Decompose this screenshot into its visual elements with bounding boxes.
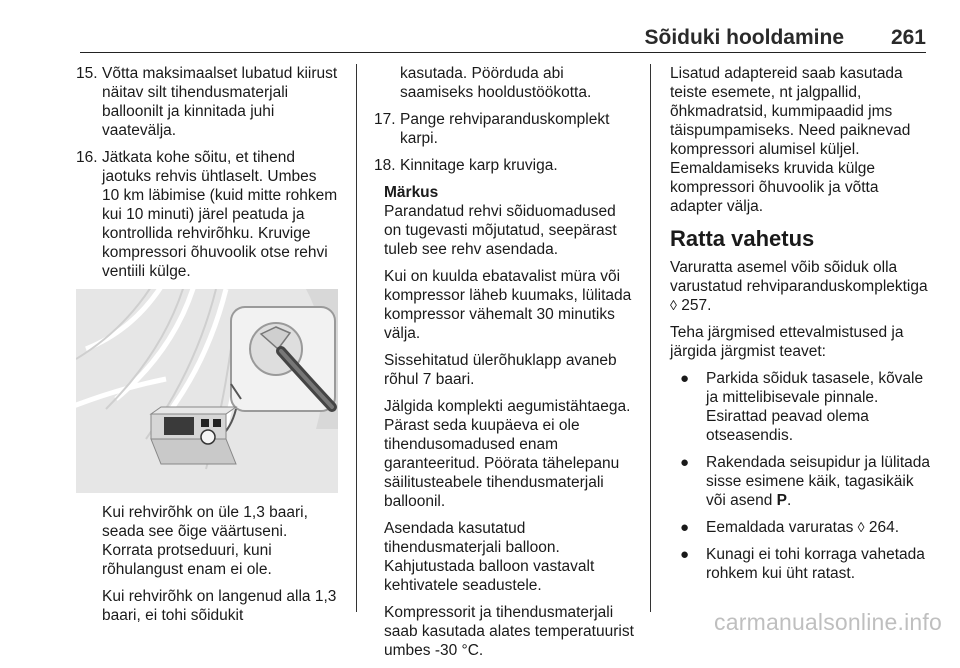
column-divider — [356, 64, 357, 612]
page-reference-link[interactable]: 264. — [868, 519, 900, 536]
list-item — [670, 453, 932, 510]
note-paragraph: Sissehitatud ülerõhuklapp avaneb rõhul 7 baari. — [384, 352, 617, 388]
step-16 — [76, 148, 338, 281]
paragraph — [670, 258, 932, 315]
gear-position-label: P — [776, 492, 788, 509]
page-reference-icon: ◊ — [670, 297, 677, 313]
watermark: carmanualsonline.info — [714, 609, 942, 635]
list-item-text: Eemaldada varuratas — [706, 519, 854, 536]
list-item — [670, 369, 932, 445]
list-item-text: Rakendada seisupidur ja lülitada sisse esimene käik, tagasikäik või asend — [706, 454, 931, 509]
step-number: 16. — [76, 149, 98, 166]
paragraph: Teha järgmised ettevalmistused ja järgida järgmist teavet: — [670, 324, 904, 360]
step-text: Võtta maksimaalset lubatud kiirust näitav silt tihendusmaterjali balloonilt ja kinnitada juhi vaatevälja. — [102, 65, 338, 139]
list-item — [670, 518, 932, 537]
note-paragraph: Jälgida komplekti aegumistähtaega. Pärast seda kuupäeva ei ole tihendusomadused enam garanteeritud. Pöörata tähelepanu säilitusteabele tihendusmaterjali balloonil. — [384, 398, 631, 510]
page-number: 261 — [890, 26, 926, 49]
list-item-text-end: . — [787, 492, 792, 509]
page-header — [80, 22, 926, 53]
step-text: Jätkata kohe sõitu, et tihend jaotuks rehvis ühtlaselt. Umbes 10 km läbimise (kuid mitte rohkem kui 10 minuti) järel peatuda ja kontrollida rehvirõhku. Kruvige kompressori õhuvoolik otse rehvi ventiili külge. — [102, 149, 338, 280]
section-heading: Ratta vahetus — [670, 226, 815, 251]
step-number: 17. — [374, 111, 396, 128]
step-number: 18. — [374, 157, 396, 174]
bullet-icon: ● — [680, 370, 690, 387]
page-reference-icon: ◊ — [857, 519, 865, 535]
step-number: 15. — [76, 65, 98, 82]
note-paragraph: Asendada kasutatud tihendusmaterjali balloon. Kahjutustada balloon vastavalt kehtivatele seadustele. — [384, 520, 595, 594]
bullet-icon: ● — [680, 454, 690, 471]
page-reference-link[interactable]: 257. — [681, 297, 712, 314]
note-paragraph: Kui on kuulda ebatavalist müra või kompressor läheb kuumaks, lülitada kompressor vähemalt 30 minutiks välja. — [384, 268, 632, 342]
list-item — [670, 545, 932, 583]
step-text: Kinnitage karp kruviga. — [400, 157, 558, 174]
bullet-icon: ● — [680, 546, 690, 563]
note-paragraph: Parandatud rehvi sõiduomadused on tugevasti mõjutatud, seepärast tuleb see rehv asendada. — [384, 203, 617, 258]
step-17 — [374, 110, 636, 148]
column-left — [76, 64, 338, 633]
column-middle — [374, 64, 636, 668]
list-item-text: Parkida sõiduk tasasele, kõvale ja mittelibisevale pinnale. Esirattad peavad olema otseasendis. — [706, 370, 924, 444]
note-paragraph: Kompressorit ja tihendusmaterjali saab kasutada alates temperatuurist umbes -30 °C. — [384, 604, 634, 659]
column-divider — [650, 64, 651, 612]
note-title: Märkus — [384, 184, 439, 201]
note-block — [374, 183, 636, 660]
list-item-text: Kunagi ei tohi korraga vahetada rohkem kui üht ratast. — [706, 546, 925, 582]
adapter-paragraph: Lisatud adaptereid saab kasutada teiste esemete, nt jalgpallid, õhkmadratsid, kummipaadid jms täispumpamiseks. Need paiknevad kompressori alumisel küljel. Eemaldamiseks kruvida külge kompressori õhuvoolik ja võtta adapter välja. — [670, 65, 911, 215]
step-18 — [374, 156, 636, 175]
step-16-continuation: kasutada. Pöörduda abi saamiseks hooldustöökotta. — [400, 65, 592, 101]
column-right — [670, 64, 932, 591]
step-text: Pange rehviparanduskomplekt karpi. — [400, 111, 610, 147]
paragraph-text: Varuratta asemel võib sõiduk olla varustatud rehviparanduskomplektiga — [670, 259, 928, 295]
chapter-title: Sõiduki hooldamine — [644, 26, 844, 49]
paragraph: Kui rehvirõhk on üle 1,3 baari, seada see õige väärtuseni. Korrata protseduuri, kuni rõhulangust enam ei ole. — [102, 504, 308, 578]
paragraph: Kui rehvirõhk on langenud alla 1,3 baari, ei tohi sõidukit — [102, 588, 337, 624]
bullet-icon: ● — [680, 519, 690, 536]
step-15 — [76, 64, 338, 140]
tire-compressor-illustration — [76, 289, 338, 493]
